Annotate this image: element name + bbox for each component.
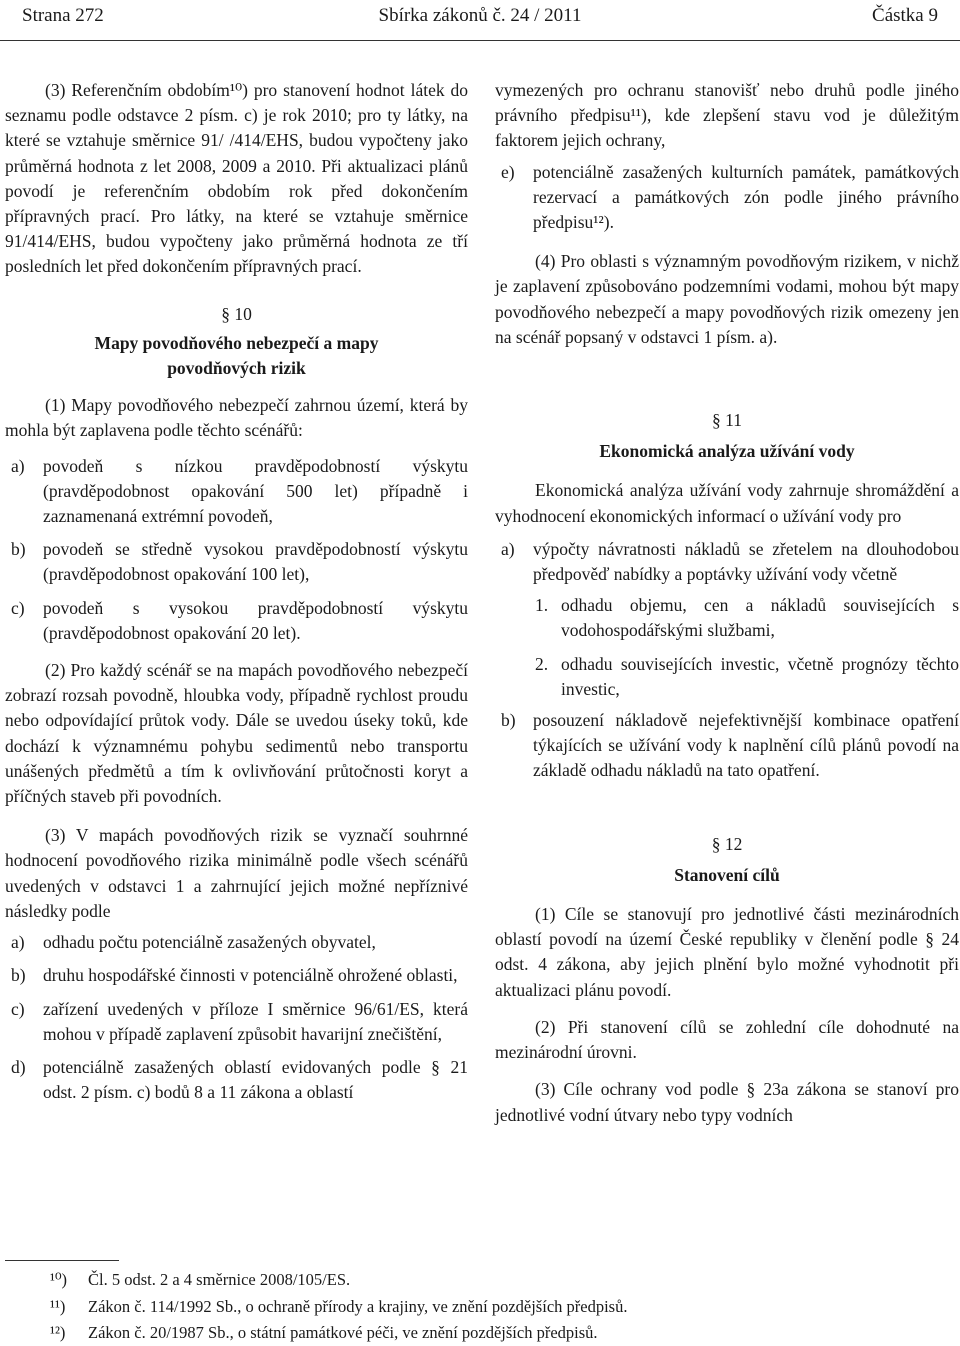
list-item-label: b) xyxy=(11,539,26,560)
footnote-12: ¹²) Zákon č. 20/1987 Sb., o státní památkové péči, ve znění pozdějších předpisů. xyxy=(50,1323,598,1342)
s10-consequence-list xyxy=(5,930,468,1105)
list-item xyxy=(495,593,959,643)
s11-item-a: a) výpočty návratnosti nákladů se zřetelem na dlouhodobou předpověď nabídky a poptávky užívání vody včetně xyxy=(501,538,959,585)
s11-item-b: b) posouzení nákladově nejefektivnější kombinace opatření týkajících se užívání vody k naplnění cílů plánů povodí na základě odhadu nákladů na tato opatření. xyxy=(501,710,959,781)
s10-paragraph-4: (4) Pro oblasti s významným povodňovým rizikem, v nichž je zaplavení způsobováno podzemními vodami, mohou být mapy povodňového nebezpečí a mapy povodňových rizik omezeny jen na scénář popsaný v odstavci 1 písm. a). xyxy=(495,251,959,347)
list-item-label: c) xyxy=(11,597,25,618)
footnote-11: ¹¹) Zákon č. 114/1992 Sb., o ochraně přírody a krajiny, ve znění pozdějších předpisů. xyxy=(50,1297,628,1316)
list-item-text: povodeň s nízkou pravděpodobností výskytu (pravděpodobnost opakování 500 let) případně i zaznamenaná extrémní povodeň, xyxy=(43,455,468,527)
s10-scenario-list xyxy=(5,454,468,646)
list-item-label: c) xyxy=(11,998,25,1019)
s12-paragraph-1: (1) Cíle se stanovují pro jednotlivé části mezinárodních oblastí povodí na území České republiky v členění podle § 24 odst. 4 zákona, aby jejich plnění bylo možné vyhodnotit při aktualizaci plánu povodí. xyxy=(495,904,959,1000)
list-item-label: a) xyxy=(11,455,25,476)
list-item-text: povodeň se středně vysokou pravděpodobností výskytu (pravděpodobnost opakování 100 let), xyxy=(43,539,468,585)
page-number: Strana 272 xyxy=(22,5,104,26)
list-item xyxy=(5,997,468,1047)
s12-paragraph-2: (2) Při stanovení cílů se zohlední cíle dohodnuté na mezinárodní úrovni. xyxy=(495,1016,959,1063)
s11-paragraph: Ekonomická analýza užívání vody zahrnuje shromáždění a vyhodnocení ekonomických informací o užívání vody pro xyxy=(495,480,959,526)
footnote-rule xyxy=(5,1260,119,1261)
list-item xyxy=(495,652,959,702)
section-12-number: § 12 xyxy=(711,833,743,854)
list-item-text: odhadu objemu, cen a nákladů souvisejících s vodohospodářskými službami, xyxy=(561,595,959,641)
list-item-text: potenciálně zasažených oblastí evidovaných podle § 21 odst. 2 písm. c) bodů 8 a 11 zákona a oblastí xyxy=(43,1056,468,1103)
list-item-label: 1. xyxy=(535,595,549,616)
s10-paragraph-1: (1) Mapy povodňového nebezpečí zahrnou území, která by mohla být zaplavena podle těchto scénářů: xyxy=(5,395,468,441)
list-item-text: odhadu souvisejících investic, včetně prognózy těchto investic, xyxy=(561,653,959,699)
list-item-label: 2. xyxy=(535,653,549,674)
header-rule xyxy=(0,40,960,41)
footnote-10: ¹⁰) Čl. 5 odst. 2 a 4 směrnice 2008/105/ES. xyxy=(50,1270,351,1289)
left-column xyxy=(5,78,468,1105)
list-item xyxy=(5,596,468,646)
list-item xyxy=(5,454,468,530)
issue-number: Částka 9 xyxy=(872,5,938,26)
list-item-text: zařízení uvedených v příloze I směrnice 96/61/ES, která mohou v případě zaplavení způsobit havarijní znečištění, xyxy=(43,998,468,1044)
list-item-text: odhadu počtu potenciálně zasažených obyvatel, xyxy=(43,932,376,953)
paragraph-3: (3) Referenčním obdobím¹⁰) pro stanovení hodnot látek do seznamu podle odstavce 2 písm. c) je rok 2010; pro ty látky, na které se vztahuje směrnice 91/ /414/EHS, budou vypočteny jako průměrná hodnota z let 2008, 2009 a 2010. Při aktualizaci plánů povodí je referenčním obdobím rok před dokončením přípravných prací. Pro látky, na které se vztahuje směrnice 91/414/EHS, budou vypočteny jako průměrná hodnota ze tří posledních let před dokončením přípravných prací. xyxy=(5,80,468,277)
list-item-label: a) xyxy=(11,932,25,953)
s11-sublist xyxy=(495,593,959,702)
collection-title: Sbírka zákonů č. 24 / 2011 xyxy=(378,5,582,26)
s10-paragraph-2: (2) Pro každý scénář se na mapách povodňového nebezpečí zobrazí rozsah povodně, hloubka vody, případně rychlost proudu nebo odpovídající průtok vody. Dále se uvedou úseky toků, kde dochází k významnému pohybu sedimentů nebo transportu unášených předmětů a tím k ovlivňování průtočnosti koryt a příčných staveb při povodních. xyxy=(5,660,468,807)
section-11-title: Ekonomická analýza užívání vody xyxy=(599,441,855,462)
list-item xyxy=(5,930,468,955)
list-item xyxy=(5,963,468,988)
s10-paragraph-3: (3) V mapách povodňových rizik se vyznačí souhrnné hodnocení povodňového rizika minimálně podle všech scénářů uvedených v odstavci 1 a zahrnující jejich možné nepříznivé následky podle xyxy=(5,825,468,921)
right-column xyxy=(495,78,959,1128)
section-12-title: Stanovení cílů xyxy=(674,864,780,885)
section-10-title: Mapy povodňového nebezpečí a mapy povodňových rizik xyxy=(94,332,379,379)
section-11-number: § 11 xyxy=(712,410,742,431)
continued-text: vymezených pro ochranu stanovišť nebo druhů podle jiného právního předpisu¹¹), kde zlepšení stavu vod je důležitým faktorem jejich ochrany, xyxy=(495,80,959,151)
list-item-text: druhu hospodářské činnosti v potenciálně ohrožené oblasti, xyxy=(43,965,458,986)
list-item xyxy=(5,537,468,587)
list-item-e: e) potenciálně zasažených kulturních památek, památkových rezervací a památkových zón podle jiného právního předpisu¹²). xyxy=(501,161,959,233)
section-10-number: § 10 xyxy=(221,303,252,324)
page-header xyxy=(0,0,960,40)
s12-paragraph-3: (3) Cíle ochrany vod podle § 23a zákona se stanoví pro jednotlivé vodní útvary nebo typy vodních xyxy=(495,1079,959,1125)
list-item-label: b) xyxy=(11,965,26,986)
list-item xyxy=(5,1055,468,1105)
list-item-text: povodeň s vysokou pravděpodobností výskytu (pravděpodobnost opakování 20 let). xyxy=(43,597,468,643)
list-item-label: d) xyxy=(11,1056,26,1077)
